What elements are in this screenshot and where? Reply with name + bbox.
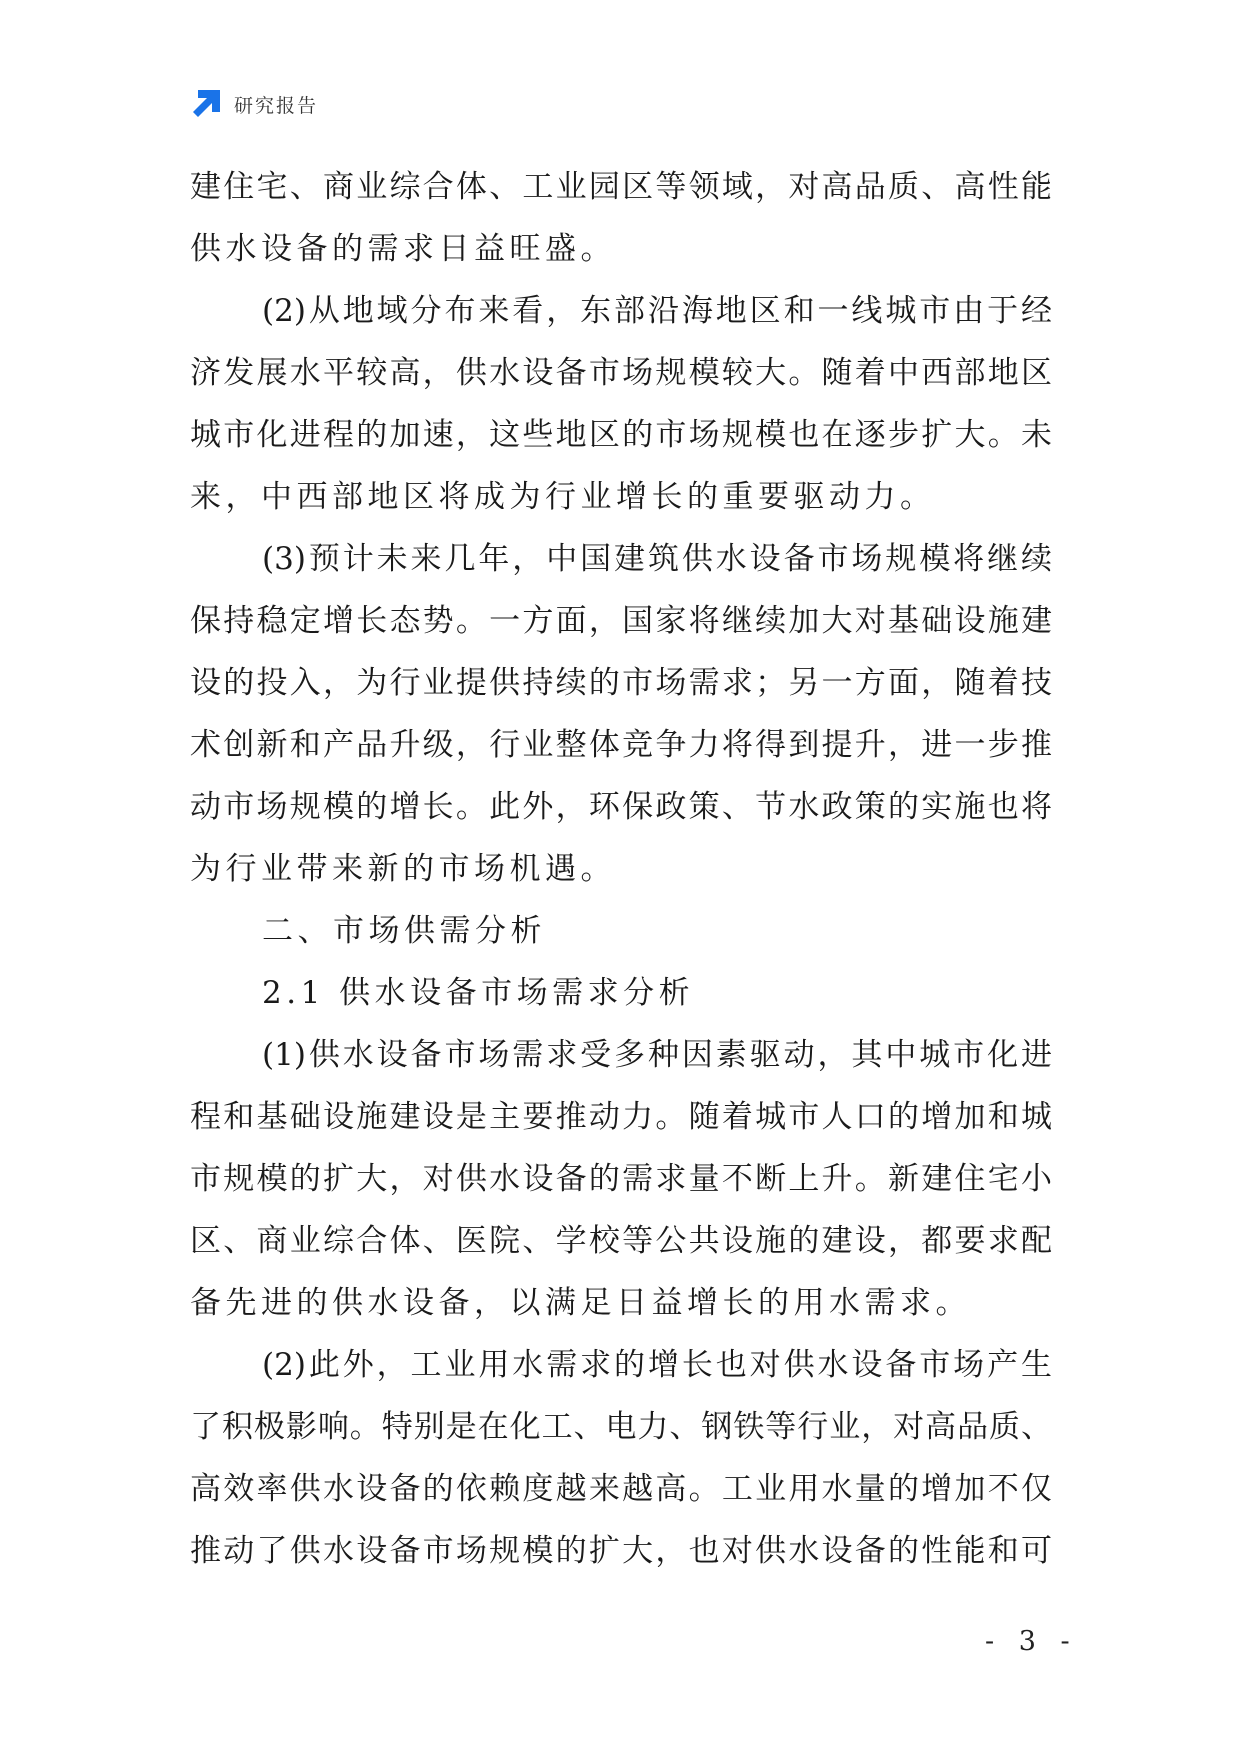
text-line: 供水设备的需求日益旺盛。 [190,231,616,267]
text-line: 区、商业综合体、医院、学校等公共设施的建设，都要求配 [190,1223,1052,1259]
text-line: (3)预计未来几年，中国建筑供水设备市场规模将继续 [262,541,1052,577]
text-line: 2.1 供水设备市场需求分析 [262,975,695,1011]
text-line: 城市化进程的加速，这些地区的市场规模也在逐步扩大。未 [190,417,1052,453]
text-line: 市规模的扩大，对供水设备的需求量不断上升。新建住宅小 [190,1161,1052,1197]
text-line: (2)此外，工业用水需求的增长也对供水设备市场产生 [262,1347,1052,1383]
text-line: 设的投入，为行业提供持续的市场需求；另一方面，随着技 [190,665,1052,701]
text-line: 了积极影响。特别是在化工、电力、钢铁等行业，对高品质、 [190,1409,1052,1445]
text-line: 保持稳定增长态势。一方面，国家将继续加大对基础设施建 [190,603,1052,639]
text-line: 建住宅、商业综合体、工业园区等领域，对高品质、高性能 [190,169,1052,205]
text-line: 程和基础设施建设是主要推动力。随着城市人口的增加和城 [190,1099,1052,1135]
text-line: (1)供水设备市场需求受多种因素驱动，其中城市化进 [262,1037,1052,1073]
page-number: - 3 - [985,1626,1078,1657]
text-line: 推动了供水设备市场规模的扩大，也对供水设备的性能和可 [190,1533,1052,1569]
text-line: 高效率供水设备的依赖度越来越高。工业用水量的增加不仅 [190,1471,1052,1507]
header-label: 研究报告 [234,94,319,117]
arrow-up-right-icon [190,88,222,120]
document-body [190,156,1052,1582]
text-line: 为行业带来新的市场机遇。 [190,851,616,887]
text-line: 术创新和产品升级，行业整体竞争力将得到提升，进一步推 [190,727,1052,763]
text-line: 备先进的供水设备，以满足日益增长的用水需求。 [190,1285,971,1321]
section-heading: 二、市场供需分析 [262,913,546,949]
text-line: 来，中西部地区将成为行业增长的重要驱动力。 [190,479,936,515]
page-header [190,88,318,120]
text-line: (2)从地域分布来看，东部沿海地区和一线城市由于经 [262,293,1052,329]
text-line: 济发展水平较高，供水设备市场规模较大。随着中西部地区 [190,355,1052,391]
text-line: 动市场规模的增长。此外，环保政策、节水政策的实施也将 [190,789,1052,825]
